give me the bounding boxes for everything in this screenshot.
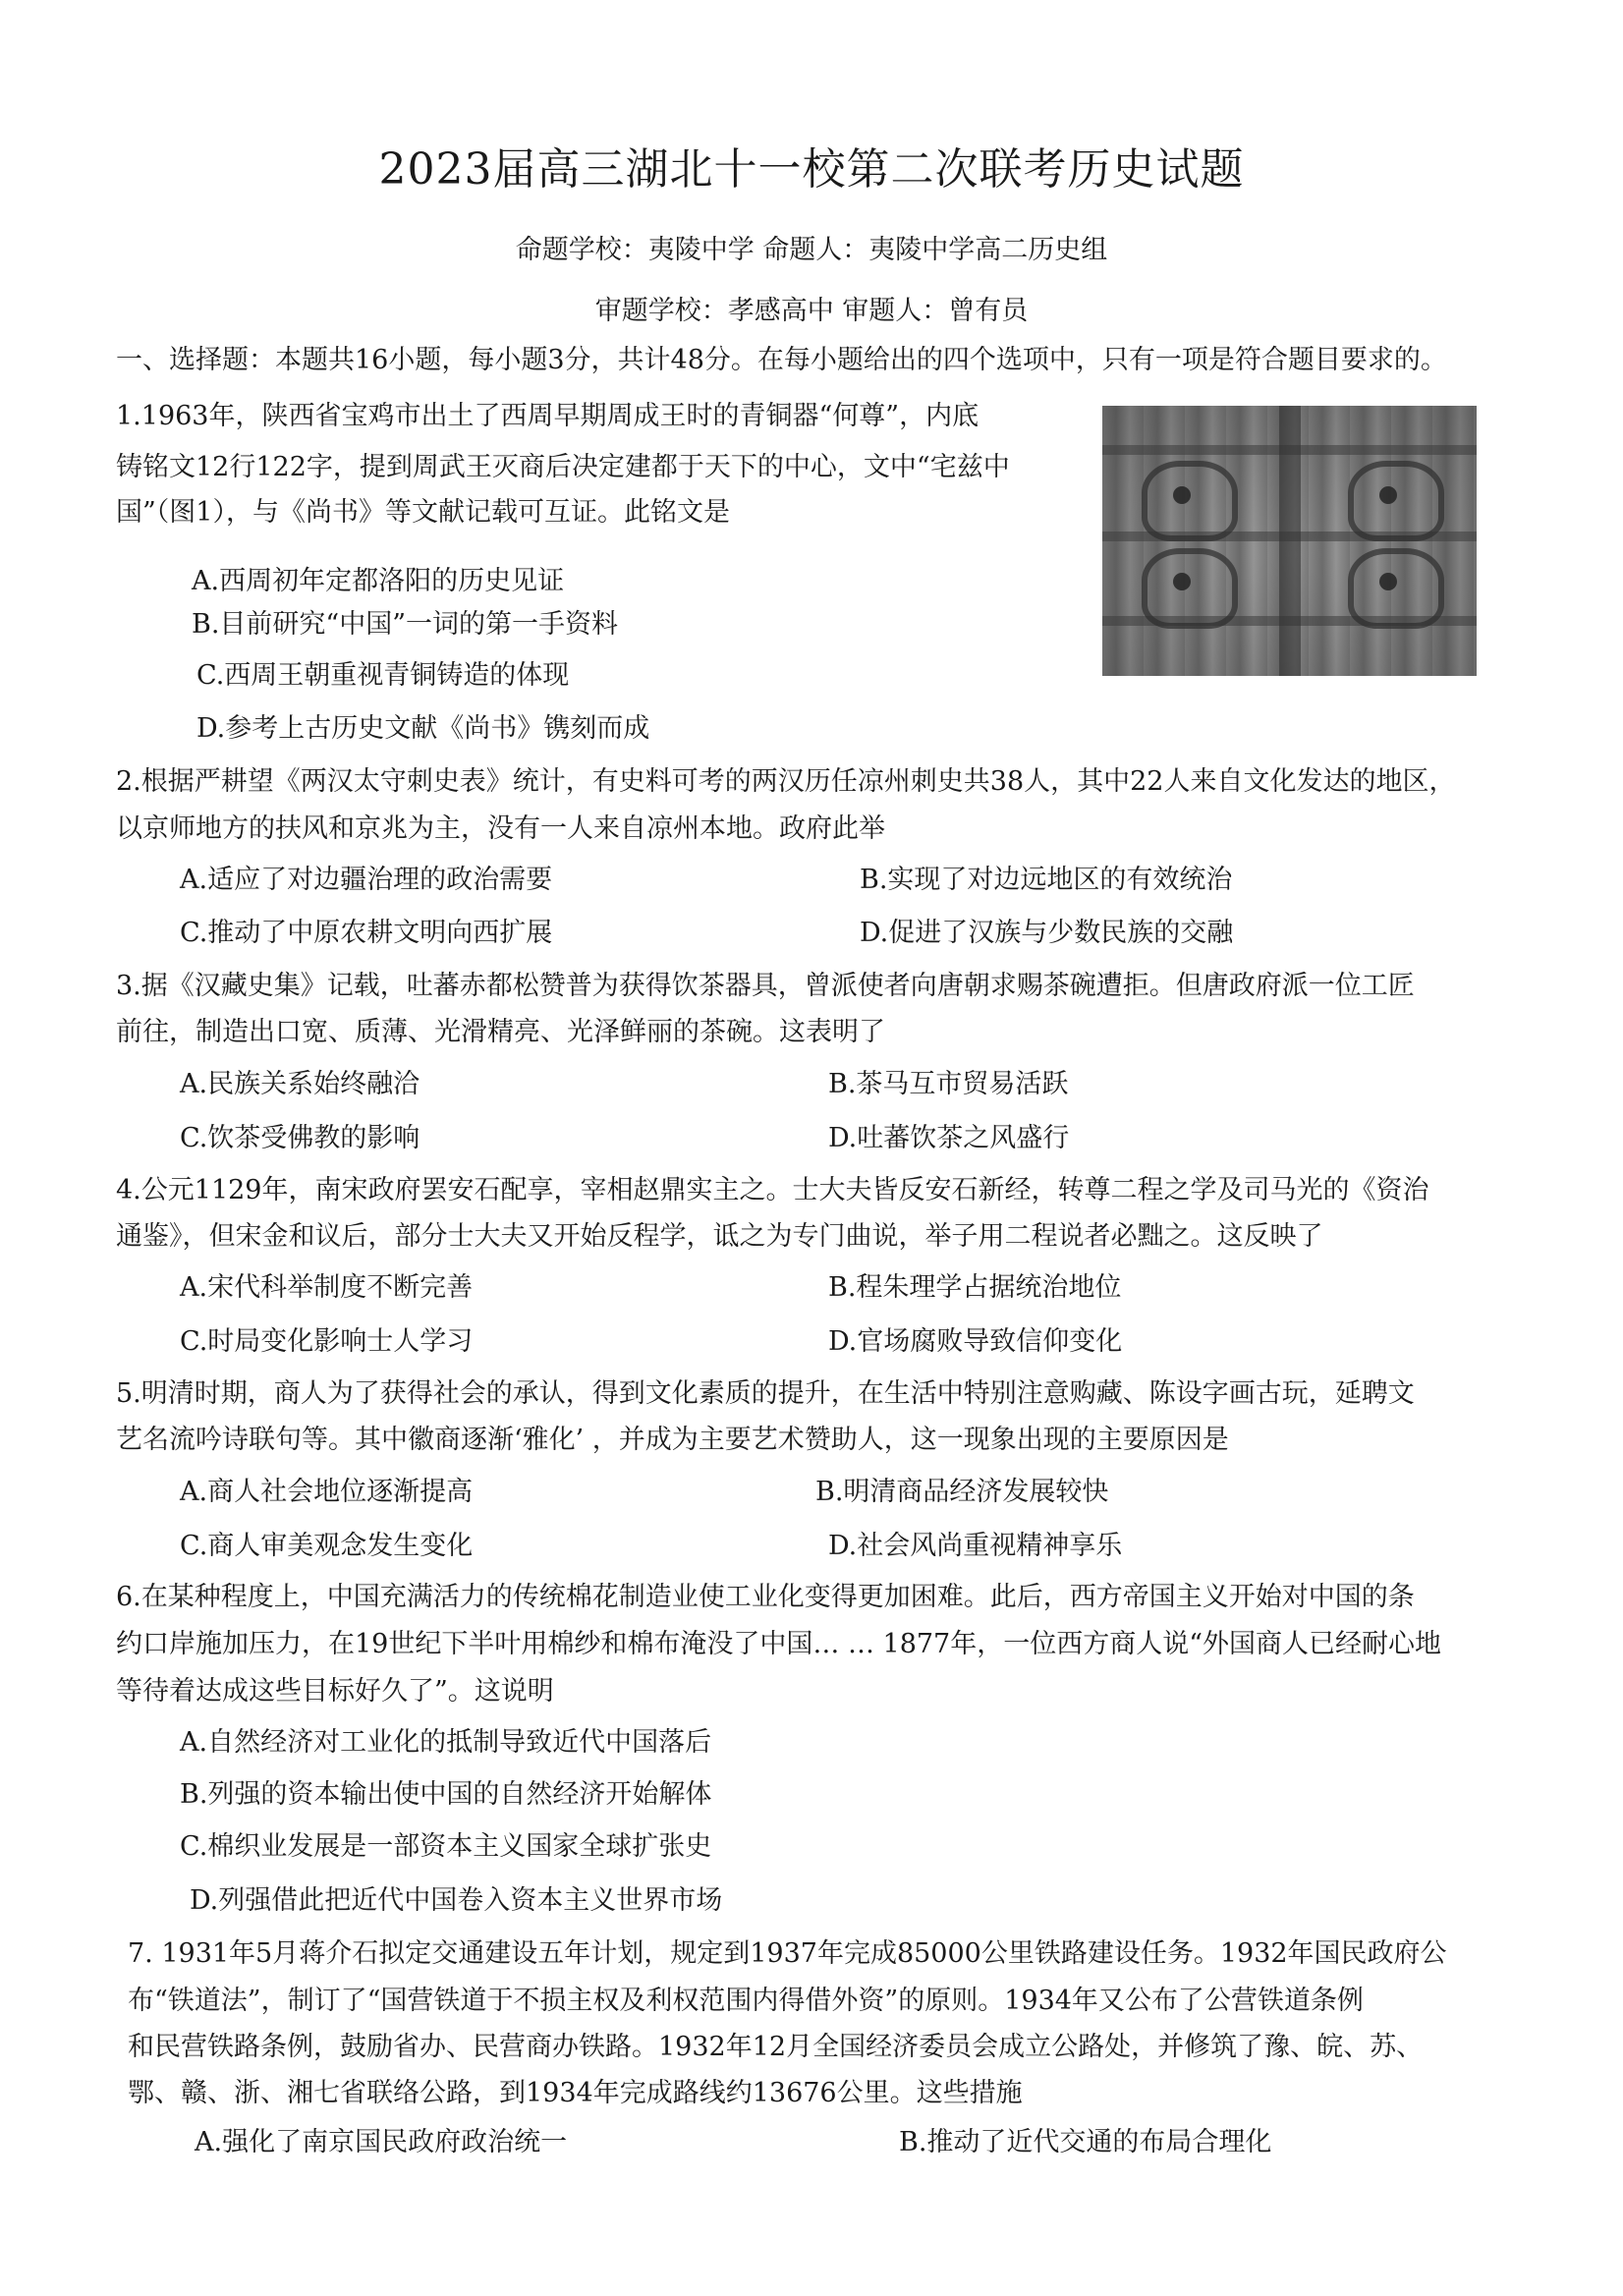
q6-option-c: C.棉织业发展是一部资本主义国家全球扩张史 <box>180 1831 712 1862</box>
q2-option-a: A.适应了对边疆治理的政治需要 <box>180 865 553 895</box>
q5-line-2: 艺名流吟诗联句等。其中徽商逐渐‘雅化’ ，并成为主要艺术赞助人，这一现象出现的主要原因是 <box>116 1425 1229 1455</box>
q4-option-c: C.时局变化影响士人学习 <box>180 1326 474 1357</box>
q6-line-1: 6.在某种程度上，中国充满活力的传统棉花制造业使工业化变得更加困难。此后，西方帝国主义开始对中国的条 <box>116 1582 1415 1612</box>
q4-option-d: D.官场腐败导致信仰变化 <box>828 1326 1123 1357</box>
q3-option-c: C.饮茶受佛教的影响 <box>180 1123 420 1153</box>
q6-option-d: D.列强借此把近代中国卷入资本主义世界市场 <box>190 1885 723 1916</box>
q6-option-b: B.列强的资本输出使中国的自然经济开始解体 <box>180 1779 712 1810</box>
q6-line-3: 等待着达成这些目标好久了”。这说明 <box>116 1676 554 1707</box>
q2-line-2: 以京师地方的扶风和京兆为主，没有一人来自凉州本地。政府此举 <box>116 813 885 844</box>
q1-line-1: 1.1963年，陕西省宝鸡市出土了西周早期周成王时的青铜器“何尊”，内底 <box>116 401 979 431</box>
q1-option-c: C.西周王朝重视青铜铸造的体现 <box>196 660 570 691</box>
q3-option-a: A.民族关系始终融洽 <box>180 1069 420 1099</box>
q2-option-b: B.实现了对边远地区的有效统治 <box>860 865 1233 895</box>
q1-option-d: D.参考上古历史文献《尚书》镌刻而成 <box>196 713 650 744</box>
q6-option-a: A.自然经济对工业化的抵制导致近代中国落后 <box>180 1727 712 1758</box>
q2-option-d: D.促进了汉族与少数民族的交融 <box>860 918 1234 948</box>
q2-option-c: C.推动了中原农耕文明向西扩展 <box>180 918 553 948</box>
q3-line-2: 前往，制造出口宽、质薄、光滑精亮、光泽鲜丽的茶碗。这表明了 <box>116 1017 885 1047</box>
q4-line-2: 通鉴》，但宋金和议后，部分士大夫又开始反程学，诋之为专门曲说，举子用二程说者必黜之。这反映了 <box>116 1221 1323 1252</box>
q5-option-b: B.明清商品经济发展较快 <box>815 1477 1109 1507</box>
author-info: 命题学校：夷陵中学 命题人：夷陵中学高二历史组 <box>515 235 1108 265</box>
q4-line-1: 4.公元1129年，南宋政府罢安石配享，宰相赵鼎实主之。士大夫皆反安石新经，转尊二程之学及司马光的《资治 <box>116 1175 1429 1205</box>
q1-option-b: B.目前研究“中国”一词的第一手资料 <box>192 609 619 640</box>
q4-option-b: B.程朱理学占据统治地位 <box>828 1272 1122 1303</box>
q2-line-1: 2.根据严耕望《两汉太守刺史表》统计，有史料可考的两汉历任凉州刺史共38人，其中22人来自文化发达的地区， <box>116 766 1456 797</box>
q6-line-2: 约口岸施加压力，在19世纪下半叶用棉纱和棉布淹没了中国… … 1877年，一位西方商人说“外国商人已经耐心地 <box>116 1629 1442 1659</box>
q4-option-a: A.宋代科举制度不断完善 <box>180 1272 474 1303</box>
q7-line-1: 7. 1931年5月蒋介石拟定交通建设五年计划，规定到1937年完成85000公里铁路建设任务。1932年国民政府公 <box>128 1938 1447 1969</box>
q1-line-2: 铸铭文12行122字，提到周武王灭商后决定建都于天下的中心，文中“宅兹中 <box>116 452 1010 482</box>
q5-option-d: D.社会风尚重视精神享乐 <box>828 1531 1123 1561</box>
q5-option-c: C.商人审美观念发生变化 <box>180 1531 474 1561</box>
q7-line-2: 布“铁道法”，制订了“国营铁道于不损主权及利权范围内得借外资”的原则。1934年又公布了公营铁道条例 <box>128 1986 1364 2016</box>
q1-line-3: 国”（图1），与《尚书》等文献记载可互证。此铭文是 <box>116 497 730 528</box>
q7-line-3: 和民营铁路条例，鼓励省办、民营商办铁路。1932年12月全国经济委员会成立公路处，并修筑了豫、皖、苏、 <box>128 2032 1424 2062</box>
q7-line-4: 鄂、赣、浙、湘七省联络公路，到1934年完成路线约13676公里。这些措施 <box>128 2078 1023 2108</box>
reviewer-info: 审题学校：孝感高中 审题人：曾有员 <box>594 296 1029 326</box>
q7-option-b: B.推动了近代交通的布局合理化 <box>899 2127 1272 2157</box>
q3-option-b: B.茶马互市贸易活跃 <box>828 1069 1069 1099</box>
q5-line-1: 5.明清时期，商人为了获得社会的承认，得到文化素质的提升，在生活中特别注意购藏、陈设字画古玩，延聘文 <box>116 1378 1415 1409</box>
bronze-vessel-image <box>1102 406 1477 676</box>
exam-title: 2023届高三湖北十一校第二次联考历史试题 <box>378 144 1245 195</box>
q3-line-1: 3.据《汉藏史集》记载，吐蕃赤都松赞普为获得饮茶器具，曾派使者向唐朝求赐茶碗遭拒。但唐政府派一位工匠 <box>116 971 1415 1001</box>
q1-option-a: A.西周初年定都洛阳的历史见证 <box>192 566 565 596</box>
q5-option-a: A.商人社会地位逐渐提高 <box>180 1477 474 1507</box>
section-heading: 一、选择题：本题共16小题，每小题3分，共计48分。在每小题给出的四个选项中，只有一项是符合题目要求的。 <box>116 345 1447 375</box>
q7-option-a: A.强化了南京国民政府政治统一 <box>195 2127 568 2157</box>
q3-option-d: D.吐蕃饮茶之风盛行 <box>828 1123 1070 1153</box>
